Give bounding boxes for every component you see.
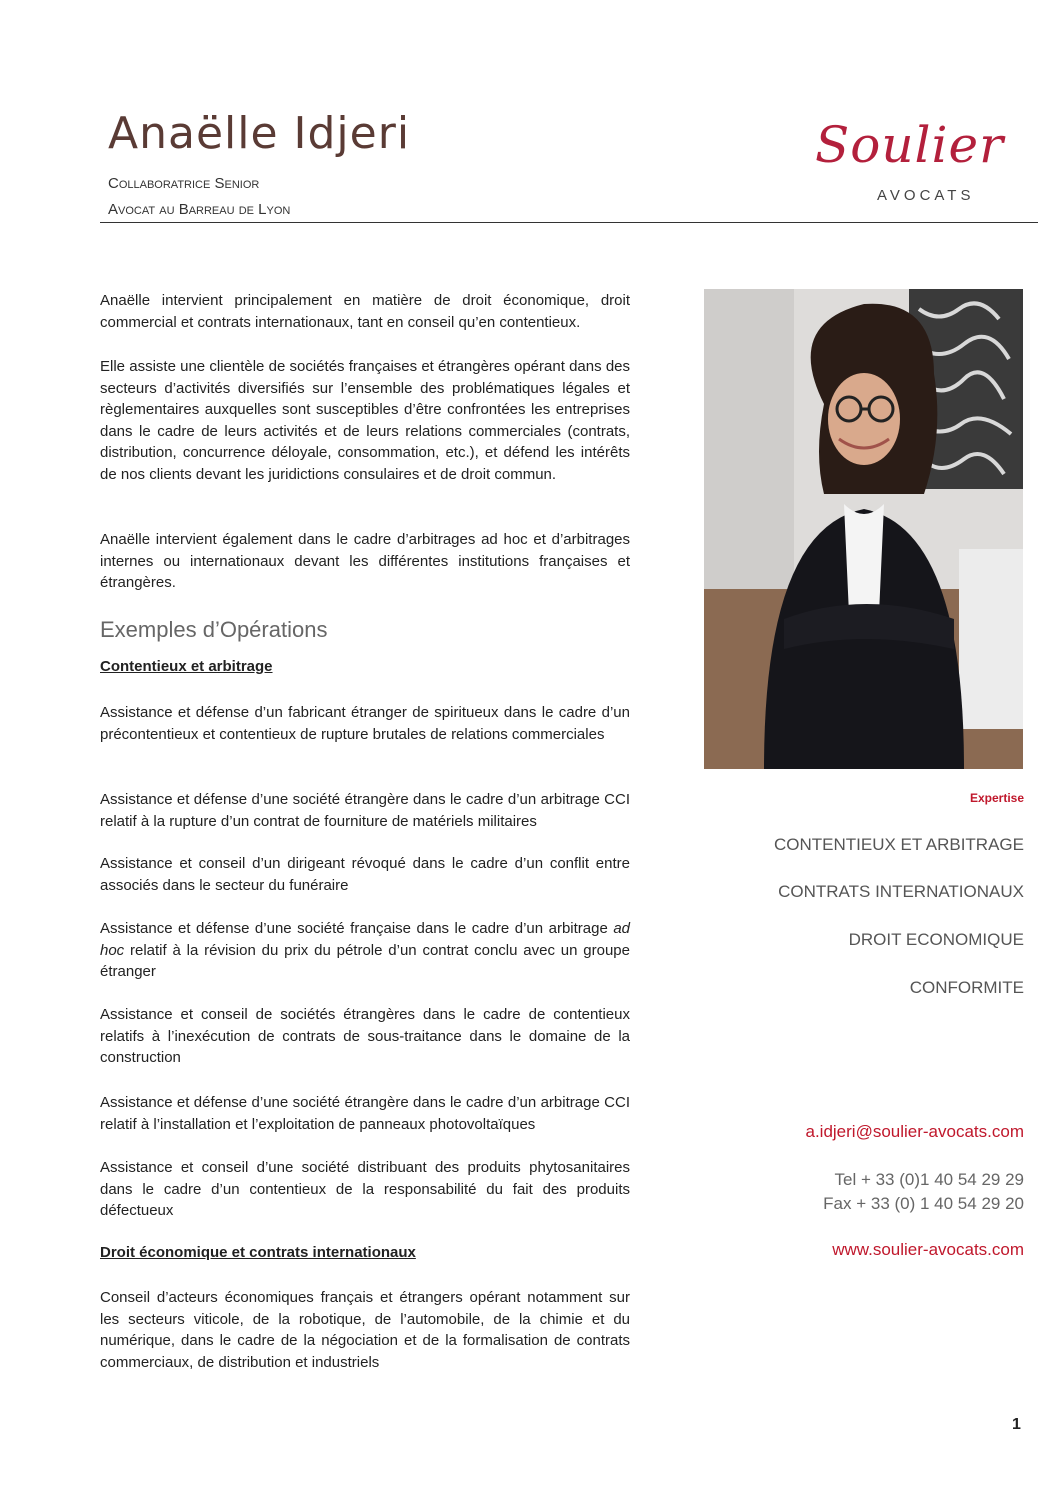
operation-item: Assistance et défense d’une société française dans le cadre d’un arbitrage ad hoc relatif à la révision du prix du pétrole d’un contrat conclu avec un groupe étranger bbox=[100, 920, 630, 980]
bar-admission: Avocat au Barreau de Lyon bbox=[108, 201, 291, 218]
operation-item: Assistance et conseil de sociétés étrangères dans le cadre de contentieux relatifs à l’inexécution de contrats de sous-traitance dans le domaine de la construction bbox=[100, 1006, 630, 1066]
website-link[interactable]: www.soulier-avocats.com bbox=[832, 1240, 1024, 1259]
firm-logo bbox=[815, 115, 1030, 210]
operations-title: Exemples d’Opérations bbox=[100, 617, 328, 642]
expertise-item: CONTRATS INTERNATIONAUX bbox=[778, 882, 1024, 901]
fax-number: Fax + 33 (0) 1 40 54 29 20 bbox=[823, 1194, 1024, 1213]
operation-item: Assistance et conseil d’un dirigeant révoqué dans le cadre d’un conflit entre associés dans le secteur du funéraire bbox=[100, 855, 630, 894]
role-title: Collaboratrice Senior bbox=[108, 175, 260, 192]
operation-item: Assistance et défense d’une société étrangère dans le cadre d’un arbitrage CCI relatif à l’installation et l’exploitation de panneaux photovoltaïques bbox=[100, 1094, 630, 1133]
intro-paragraph: Anaëlle intervient principalement en matière de droit économique, droit commercial et contrats internationaux, tant en conseil qu’en contentieux. bbox=[100, 292, 630, 331]
header-divider bbox=[100, 222, 1038, 223]
expertise-label: Expertise bbox=[969, 791, 1024, 805]
person-name: Anaëlle Idjeri bbox=[108, 108, 411, 159]
expertise-item: CONTENTIEUX ET ARBITRAGE bbox=[773, 835, 1024, 854]
email-link[interactable]: a.idjeri@soulier-avocats.com bbox=[805, 1122, 1024, 1141]
expertise-item: DROIT ECONOMIQUE bbox=[848, 930, 1024, 949]
page-number: 1 bbox=[1012, 1416, 1021, 1433]
intro-paragraph: Anaëlle intervient également dans le cadre d’arbitrages ad hoc et d’arbitrages internes ou internationaux devant les différentes institutions françaises et étrangères. bbox=[100, 531, 630, 591]
portrait-photo bbox=[704, 289, 1023, 769]
operations-subsection-title: Droit économique et contrats internationaux bbox=[100, 1244, 416, 1261]
operation-item: Assistance et défense d’une société étrangère dans le cadre d’un arbitrage CCI relatif à la rupture d’un contrat de fourniture de matériels militaires bbox=[100, 791, 630, 830]
intro-paragraph: Elle assiste une clientèle de sociétés françaises et étrangères opérant dans des secteurs d’activités diversifiés sur l’ensemble des problématiques légales et règlementaires auxquelles sont susceptibles d’être confrontées les entreprises dans le cadre de leurs activités et de leurs relations commerciales (contrats, distribution, concurrence déloyale, consommation, etc.), et défend les intérêts de nos clients devant les juridictions consulaires et de droit commun. bbox=[100, 358, 630, 483]
operation-item: Assistance et défense d’un fabricant étranger de spiritueux dans le cadre d’un précontentieux et contentieux de rupture brutales de relations commerciales bbox=[100, 704, 630, 743]
logo-wordmark: Soulier bbox=[815, 116, 1005, 174]
operation-item: Conseil d’acteurs économiques français et étrangers opérant notamment sur les secteurs viticole, de la robotique, de l’automobile, de la chimie et du numérique, dans le cadre de la négociation et de la formalisation de contrats commerciaux, de distribution et industriels bbox=[100, 1289, 630, 1371]
logo-subtitle: AVOCATS bbox=[877, 187, 975, 204]
expertise-item: CONFORMITE bbox=[909, 978, 1024, 997]
phone-number: Tel + 33 (0)1 40 54 29 29 bbox=[834, 1170, 1024, 1189]
operation-item: Assistance et conseil d’une société distribuant des produits phytosanitaires dans le cadre d’un contentieux de la responsabilité du fait des produits défectueux bbox=[100, 1159, 630, 1219]
operations-subsection-title: Contentieux et arbitrage bbox=[100, 658, 273, 675]
